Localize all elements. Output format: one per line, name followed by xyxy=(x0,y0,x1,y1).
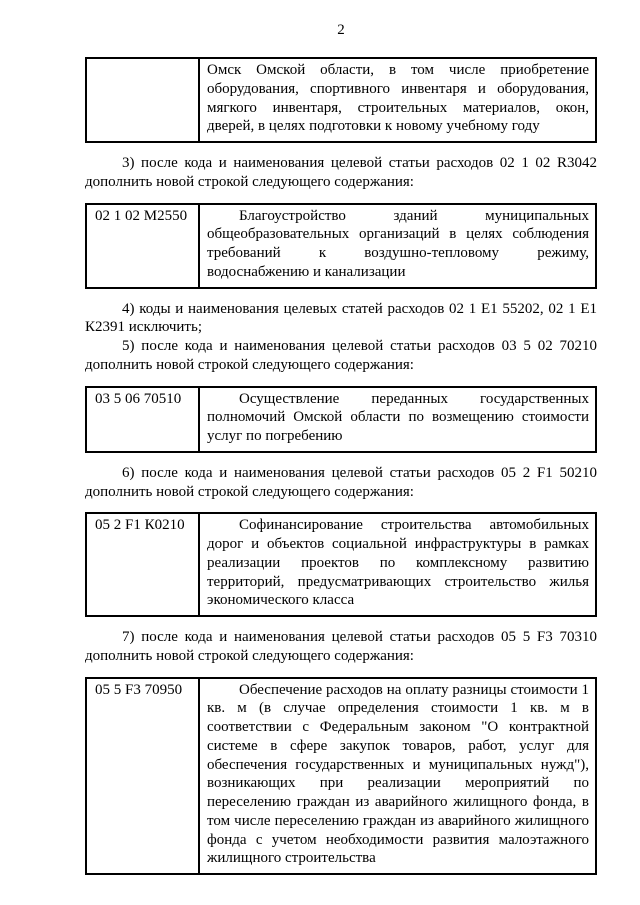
code-table-row xyxy=(85,386,597,453)
description-cell: Обеспечение расходов на оплату разницы стоимости 1 кв. м (в случае определения стоимости 1 кв. м в соответствии с Федеральным законом "О контрактной системе в сфере закупок товаров, работ, услуг для обеспечения государственных и муниципальных нужд"), возникающих при реализации мероприятий по переселению граждан из аварийного жилищного фонда, в том числе переселению граждан из аварийного жилищного фонда с учетом необходимости развития малоэтажного жилищного строительства xyxy=(207,681,589,867)
description-cell: Омск Омской области, в том числе приобретение оборудования, спортивного инвентаря и оборудования, мягкого инвентаря, строительных материалов, окон, дверей, в целях подготовки к новому учебному году xyxy=(207,62,589,135)
code-cell: 05 5 F3 70950 xyxy=(87,679,200,874)
page-number: 2 xyxy=(337,22,345,38)
code-table-row xyxy=(85,512,597,617)
code-cell xyxy=(87,59,200,141)
paragraph: 6) после кода и наименования целевой статьи расходов 05 2 F1 50210 дополнить новой строкой следующего содержания: xyxy=(85,464,597,500)
paragraph: 3) после кода и наименования целевой статьи расходов 02 1 02 R3042 дополнить новой строкой следующего содержания: xyxy=(85,155,597,190)
code-table-row xyxy=(85,203,597,289)
description-cell: Софинансирование строительства автомобильных дорог и объектов социальной инфраструктуры в рамках реализации проектов по комплексному развитию территорий, предусматривающих строительство жилья экономического класса xyxy=(207,517,589,609)
description-cell: Осуществление переданных государственных полномочий Омской области по возмещению стоимости услуг по погребению xyxy=(207,390,589,444)
code-table-row xyxy=(85,677,597,876)
document-content xyxy=(85,57,597,875)
code-cell: 05 2 F1 К0210 xyxy=(87,514,200,615)
description-cell: Благоустройство зданий муниципальных общеобразовательных организаций в целях соблюдения требований к воздушно-тепловому режиму, водоснабжению и канализации xyxy=(207,207,589,280)
paragraph: 4) коды и наименования целевых статей расходов 02 1 Е1 55202, 02 1 Е1 К2391 исключить; xyxy=(85,300,597,336)
code-cell: 02 1 02 М2550 xyxy=(87,205,200,287)
code-table-row xyxy=(85,57,597,143)
paragraph: 5) после кода и наименования целевой статьи расходов 03 5 02 70210 дополнить новой строкой следующего содержания: xyxy=(85,338,597,373)
code-cell: 03 5 06 70510 xyxy=(87,388,200,451)
paragraph: 7) после кода и наименования целевой статьи расходов 05 5 F3 70310 дополнить новой строкой следующего содержания: xyxy=(85,629,597,664)
